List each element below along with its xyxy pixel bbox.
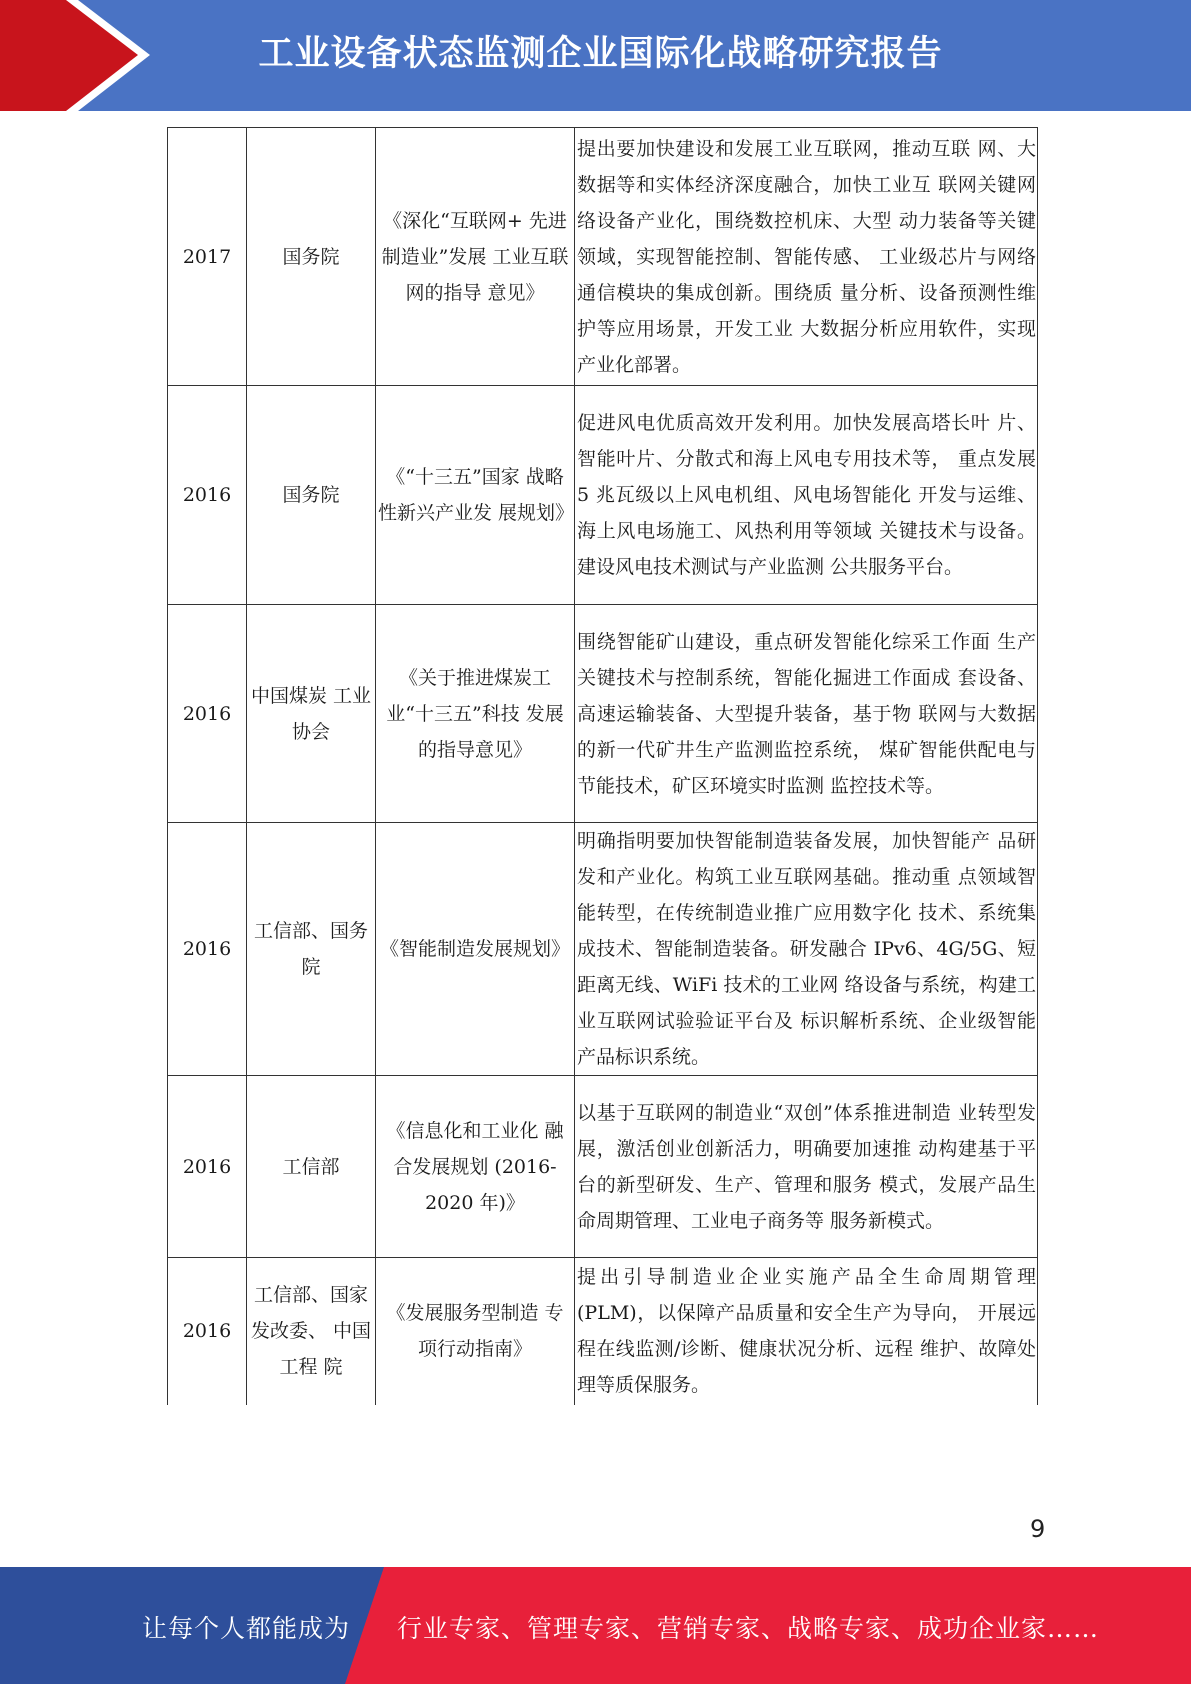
table-row	[168, 386, 1038, 605]
cell-document: 《智能制造发展规划》	[376, 823, 575, 1076]
cell-document: 《“十三五”国家 战略性新兴产业发 展规划》	[376, 386, 575, 605]
cell-year: 2017	[168, 128, 247, 386]
table-row	[168, 128, 1038, 386]
cell-year: 2016	[168, 1258, 247, 1405]
cell-description: 促进风电优质高效开发利用。加快发展高塔长叶 片、智能叶片、分散式和海上风电专用技术等， 重点发展 5 兆瓦级以上风电机组、风电场智能化 开发与运维、海上风电场施工、风热利用等领域 关键技术与设备。建设风电技术测试与产业监测 公共服务平台。	[575, 386, 1038, 605]
page-number: 9	[1030, 1515, 1046, 1543]
cell-description: 提出要加快建设和发展工业互联网，推动互联 网、大数据等和实体经济深度融合，加快工业互 联网关键网络设备产业化，围绕数控机床、大型 动力装备等关键领域，实现智能控制、智能传感、 工业级芯片与网络通信模块的集成创新。围绕质 量分析、设备预测性维护等应用场景，开发工业 大数据分析应用软件，实现产业化部署。	[575, 128, 1038, 386]
cell-department: 国务院	[247, 128, 376, 386]
cell-document: 《关于推进煤炭工 业“十三五”科技 发展的指导意见》	[376, 605, 575, 823]
cell-department: 国务院	[247, 386, 376, 605]
cell-year: 2016	[168, 605, 247, 823]
footer-slogan-right: 行业专家、管理专家、营销专家、战略专家、成功企业家……	[397, 1614, 1100, 1643]
page-footer	[0, 1567, 1191, 1684]
policy-table-container	[167, 127, 1038, 1405]
cell-department: 中国煤炭 工业协会	[247, 605, 376, 823]
cell-department: 工信部	[247, 1076, 376, 1258]
policy-table	[167, 127, 1038, 1405]
cell-department: 工信部、国务院	[247, 823, 376, 1076]
cell-description: 明确指明要加快智能制造装备发展，加快智能产 品研发和产业化。构筑工业互联网基础。推动重 点领域智能转型，在传统制造业推广应用数字化 技术、系统集成技术、智能制造装备。研发融合 IPv6、4G/5G、短距离无线、WiFi 技术的工业网 络设备与系统，构建工业互联网试验验证平台及 标识解析系统、企业级智能产品标识系统。	[575, 823, 1038, 1076]
cell-document: 《发展服务型制造 专项行动指南》	[376, 1258, 575, 1405]
cell-description: 围绕智能矿山建设，重点研发智能化综采工作面 生产关键技术与控制系统，智能化掘进工作面成 套设备、高速运输装备、大型提升装备，基于物 联网与大数据的新一代矿井生产监测监控系统， 煤矿智能供配电与节能技术，矿区环境实时监测 监控技术等。	[575, 605, 1038, 823]
cell-document: 《信息化和工业化 融合发展规划 (2016-2020 年)》	[376, 1076, 575, 1258]
cell-year: 2016	[168, 1076, 247, 1258]
cell-description: 以基于互联网的制造业“双创”体系推进制造 业转型发展，激活创业创新活力，明确要加速推 动构建基于平台的新型研发、生产、管理和服务 模式，发展产品生命周期管理、工业电子商务等 服务新模式。	[575, 1076, 1038, 1258]
cell-department: 工信部、国家发改委、 中国工程 院	[247, 1258, 376, 1405]
footer-slogan-left: 让每个人都能成为	[142, 1614, 351, 1643]
table-row	[168, 605, 1038, 823]
cell-description: 提出引导制造业企业实施产品全生命周期管理 (PLM)，以保障产品质量和安全生产为导向， 开展远程在线监测/诊断、健康状况分析、远程 维护、故障处理等质保服务。	[575, 1258, 1038, 1405]
table-row	[168, 823, 1038, 1076]
table-row	[168, 1258, 1038, 1405]
cell-year: 2016	[168, 823, 247, 1076]
table-row	[168, 1076, 1038, 1258]
cell-document: 《深化“互联网+ 先进制造业”发展 工业互联网的指导 意见》	[376, 128, 575, 386]
report-title: 工业设备状态监测企业国际化战略研究报告	[258, 34, 943, 74]
cell-year: 2016	[168, 386, 247, 605]
page-header	[0, 0, 1191, 111]
